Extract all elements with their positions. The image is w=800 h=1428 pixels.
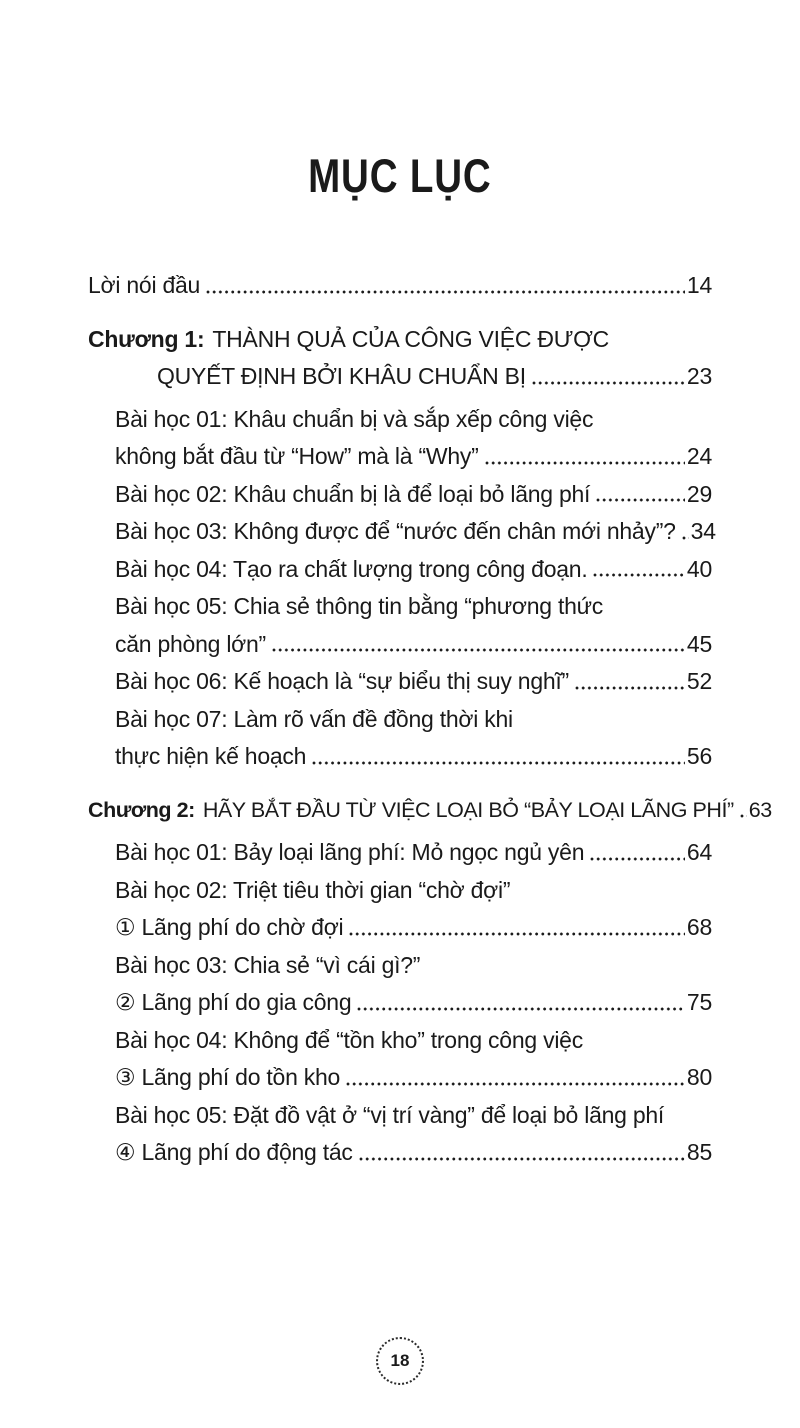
toc-entry [88, 1022, 712, 1060]
dot-leader [484, 460, 685, 466]
toc-entry-text: Lời nói đầu [88, 272, 201, 298]
toc-chapter2-heading [88, 792, 772, 830]
toc-entry-text: Bài học 07: Làm rõ vấn đề đồng thời khi [115, 705, 513, 732]
toc-entry-text: Bài học 01: Khâu chuẩn bị và sắp xếp công việc [115, 405, 594, 432]
dot-leader [739, 813, 747, 819]
toc-entry-text: ① Lãng phí do chờ đợi [115, 914, 344, 940]
toc-entry [88, 834, 712, 872]
chapter-label: Chương 2: [88, 797, 195, 822]
dot-leader [358, 1156, 685, 1162]
toc-entry-page: 63 [748, 797, 772, 822]
toc-entry-page: 45 [686, 630, 712, 657]
toc-entry-page: 85 [686, 1139, 712, 1165]
toc-entry-text: không bắt đầu từ “How” mà là “Why” [115, 443, 479, 469]
toc-entry-text: ② Lãng phí do gia công [115, 989, 352, 1015]
toc-entry [88, 401, 712, 439]
toc-entry-text: Bài học 05: Đặt đồ vật ở “vị trí vàng” để loại bỏ lãng phí [115, 1101, 665, 1128]
toc-entry-page: 68 [686, 914, 712, 940]
toc-entry-page: 34 [690, 518, 716, 544]
toc-entry-page: 14 [686, 272, 712, 298]
toc-entry [88, 947, 712, 985]
dot-leader [356, 1006, 685, 1012]
toc-entry [88, 701, 712, 739]
toc-entry [88, 663, 712, 701]
toc-entry-text: căn phòng lớn” [115, 630, 266, 657]
toc-entry-page: 80 [686, 1064, 712, 1090]
dot-leader [205, 289, 685, 295]
toc-entry [88, 1097, 712, 1135]
page-number-badge [376, 1337, 424, 1385]
toc-entry-text: thực hiện kế hoạch [115, 743, 307, 769]
toc-entry-text: ③ Lãng phí do tồn kho [115, 1064, 341, 1090]
toc-entry-page: 23 [686, 363, 712, 389]
toc-entry [88, 476, 712, 514]
toc-page [0, 148, 800, 1428]
toc-entry-text: Bài học 01: Bảy loại lãng phí: Mỏ ngọc ngủ yên [115, 839, 585, 865]
toc-entry-cont [88, 738, 712, 776]
chapter-title-cont: QUYẾT ĐỊNH BỞI KHÂU CHUẨN BỊ [157, 363, 526, 389]
toc-entry [88, 588, 712, 626]
toc-entry-cont [88, 1059, 712, 1097]
dot-leader [271, 647, 685, 653]
toc-entry-text: Bài học 02: Triệt tiêu thời gian “chờ đợi” [115, 876, 511, 903]
toc-entry-page: 52 [686, 668, 712, 694]
dot-leader [348, 931, 685, 937]
dot-leader [595, 497, 685, 503]
toc-entry-page: 40 [686, 555, 712, 582]
dot-leader [681, 535, 689, 541]
dot-leader [589, 856, 685, 862]
chapter-title: THÀNH QUẢ CỦA CÔNG VIỆC ĐƯỢC [212, 325, 609, 352]
toc-entry-text: Bài học 03: Chia sẻ “vì cái gì?” [115, 951, 421, 978]
dot-leader [574, 685, 685, 691]
toc-entry-page: 64 [686, 839, 712, 865]
page-footer [0, 1337, 800, 1385]
toc-entry-preface [88, 267, 712, 305]
toc-entry-text: Bài học 06: Kế hoạch là “sự biểu thị suy nghĩ” [115, 668, 569, 694]
toc-entry-text: Bài học 04: Tạo ra chất lượng trong công đoạn. [115, 555, 588, 582]
dot-leader [592, 572, 684, 578]
chapter-title: HÃY BẮT ĐẦU TỪ VIỆC LOẠI BỎ “BẢY LOẠI LÃNG PHÍ” [202, 797, 734, 822]
toc-entry-text: Bài học 05: Chia sẻ thông tin bằng “phương thức [115, 593, 604, 619]
toc-entry-page: 75 [686, 989, 712, 1015]
chapter-label: Chương 1: [88, 325, 205, 352]
dot-leader [311, 760, 685, 766]
page-number: 18 [390, 1351, 410, 1370]
toc-entry-page: 29 [686, 480, 712, 507]
dot-leader [531, 380, 685, 386]
toc-entry-cont [88, 909, 712, 947]
dot-leader [345, 1081, 685, 1087]
toc-entry [88, 513, 716, 551]
toc-entry-text: ④ Lãng phí do động tác [115, 1139, 353, 1165]
toc-entry-cont [88, 626, 712, 664]
toc-entry [88, 551, 712, 589]
toc-chapter1-heading-line1 [88, 321, 712, 359]
table-of-contents [88, 267, 772, 1172]
toc-entry [88, 872, 712, 910]
toc-chapter1-heading-line2 [88, 358, 712, 396]
toc-entry-text: Bài học 03: Không được để “nước đến chân mới nhảy”? [115, 518, 676, 544]
toc-entry-cont [88, 438, 712, 476]
toc-entry-text: Bài học 04: Không để “tồn kho” trong công việc [115, 1026, 583, 1053]
toc-entry-cont [88, 984, 712, 1022]
page-title: MỤC LỤC [308, 149, 492, 202]
toc-entry-cont [88, 1134, 712, 1172]
toc-entry-page: 24 [686, 443, 712, 469]
toc-entry-page: 56 [686, 743, 712, 769]
toc-entry-text: Bài học 02: Khâu chuẩn bị là để loại bỏ lãng phí [115, 480, 591, 507]
